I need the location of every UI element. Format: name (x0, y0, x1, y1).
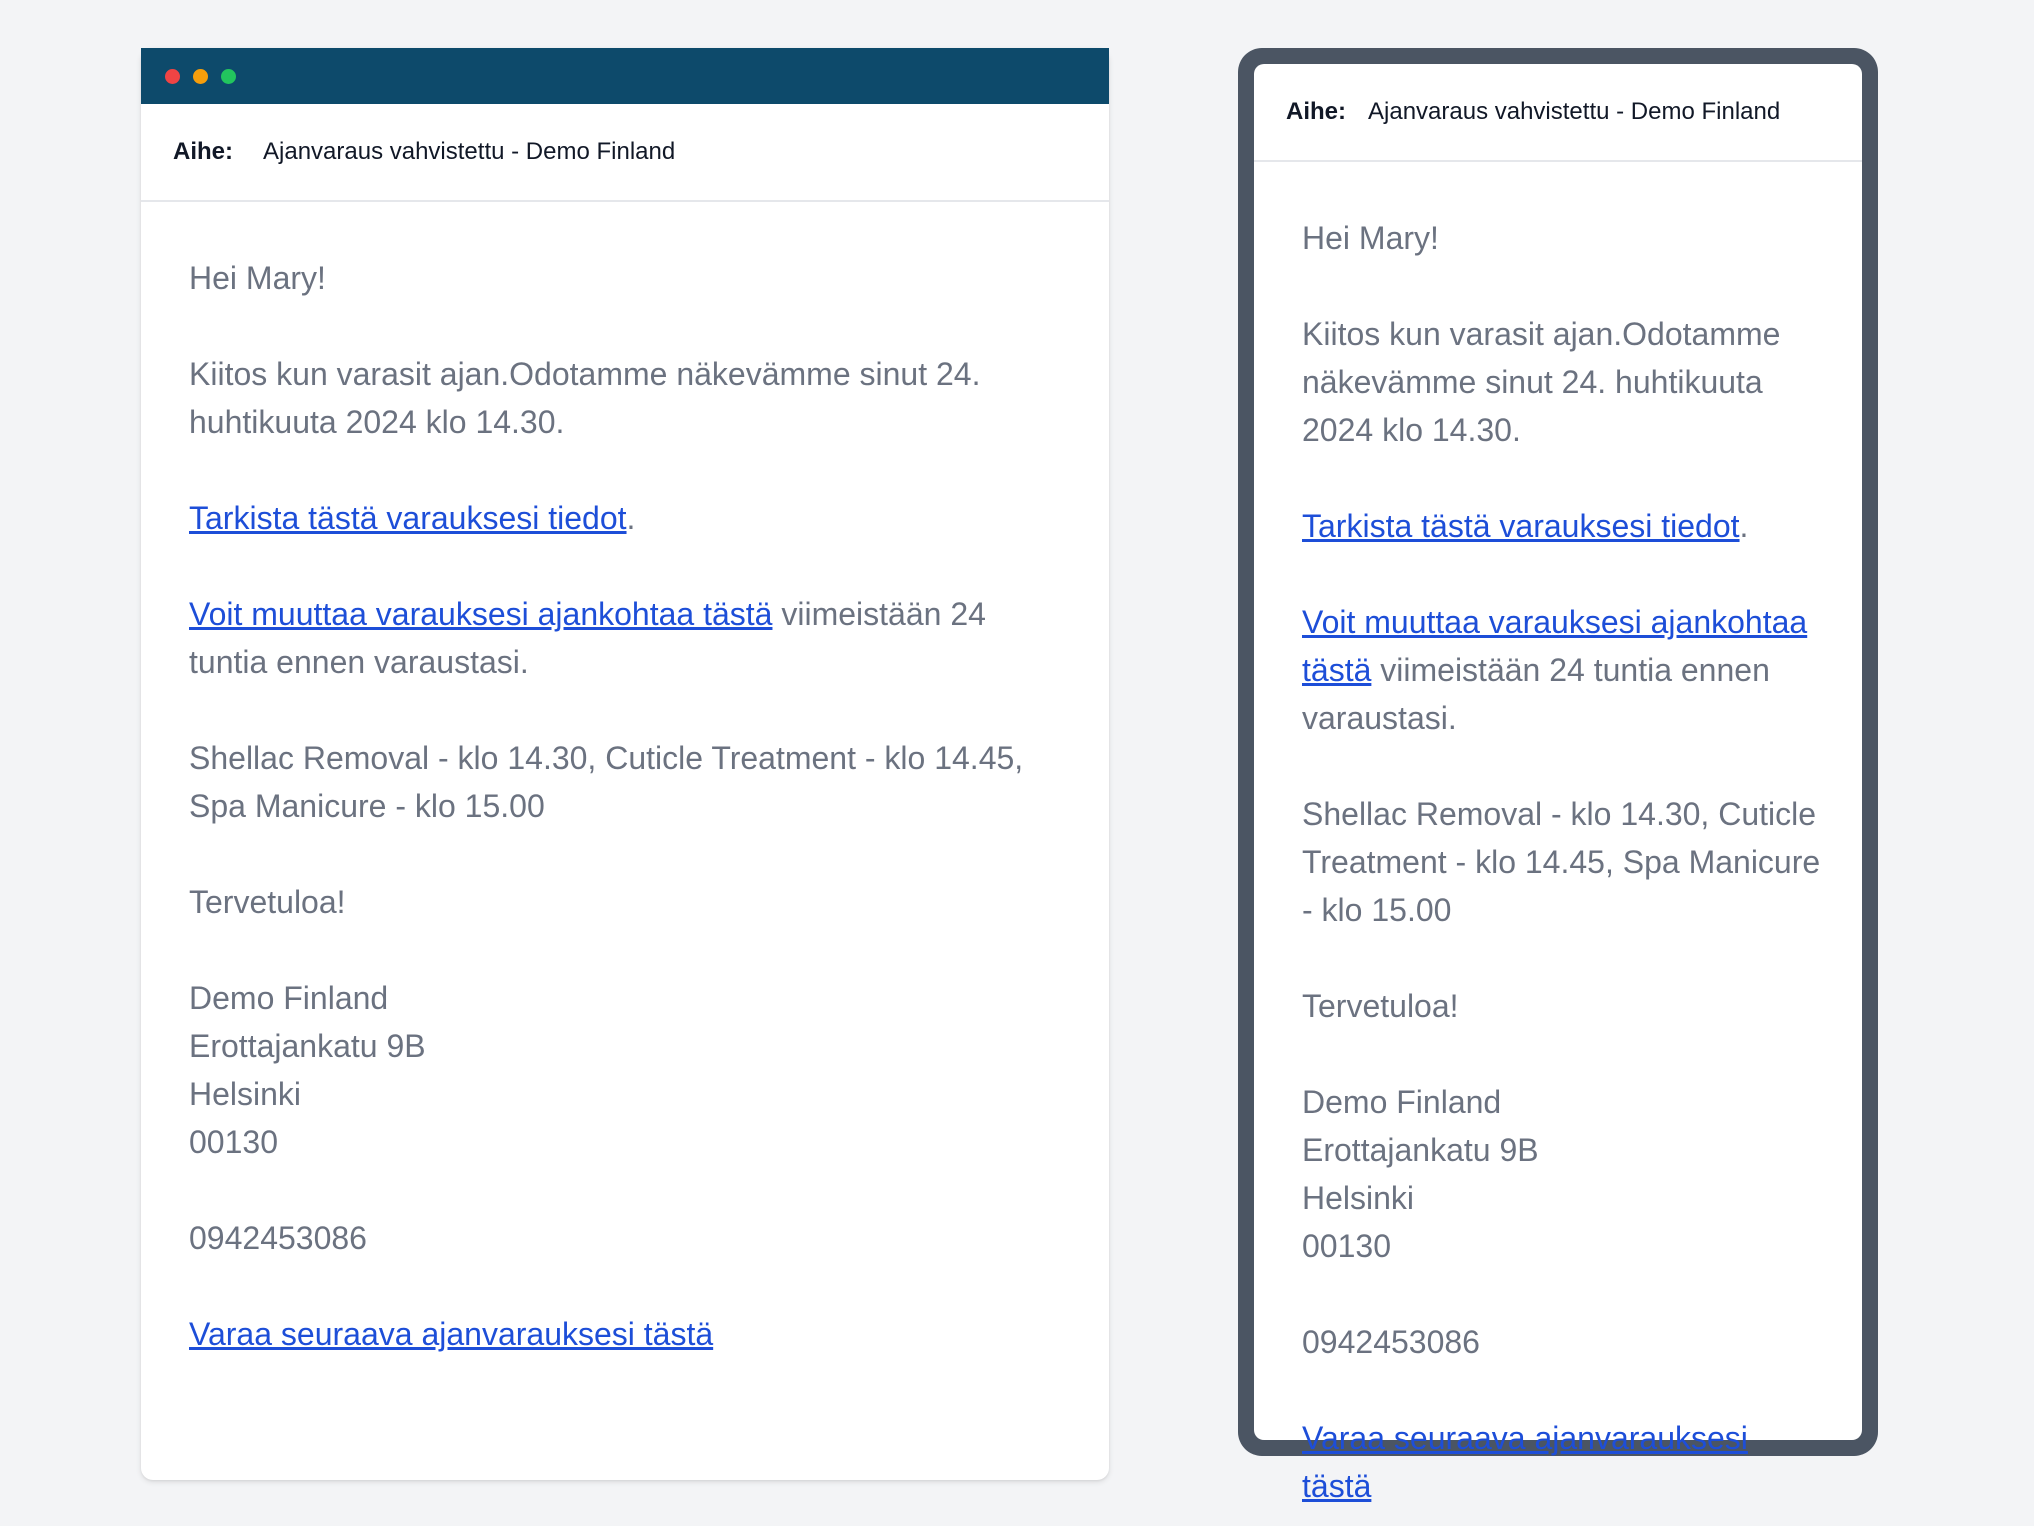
thanks-text: Kiitos kun varasit ajan.Odotamme näkevämme sinut 24. huhtikuuta 2024 klo 14.30. (189, 356, 981, 440)
mobile-check-details-paragraph (1302, 502, 1822, 550)
services-list: Shellac Removal - klo 14.30, Cuticle Treatment - klo 14.45, Spa Manicure - klo 15.00 (189, 740, 1024, 824)
check-details-suffix: . (626, 500, 636, 536)
mobile-book-next-paragraph (1302, 1414, 1822, 1510)
subject-text: Ajanvaraus vahvistettu - Demo Finland (263, 138, 676, 165)
phone-number: 0942453086 (189, 1220, 367, 1256)
mobile-change-booking-link[interactable]: Voit muuttaa varauksesi ajankohtaa tästä (1302, 604, 1808, 688)
welcome-text: Tervetuloa! (189, 884, 346, 920)
mobile-street-address: Erottajankatu 9B (1302, 1132, 1539, 1168)
change-booking-suffix: viimeistään 24 tuntia ennen varaustasi. (189, 596, 986, 680)
window-titlebar (141, 48, 1109, 104)
mobile-email-preview[interactable] (1254, 64, 1862, 1504)
mobile-email-body (1254, 162, 1862, 1510)
mobile-address-block (1302, 1078, 1822, 1270)
mobile-services-list: Shellac Removal - klo 14.30, Cuticle Treatment - klo 14.45, Spa Manicure - klo 15.00 (1302, 796, 1821, 928)
street-address: Erottajankatu 9B (189, 1028, 426, 1064)
mobile-thanks-text: Kiitos kun varasit ajan.Odotamme näkevämme sinut 24. huhtikuuta 2024 klo 14.30. (1302, 316, 1781, 448)
mobile-change-booking-paragraph (1302, 598, 1822, 742)
subject-bar (141, 104, 1109, 202)
desktop-email-preview (141, 48, 1109, 1480)
mobile-city: Helsinki (1302, 1180, 1415, 1216)
change-booking-link[interactable]: Voit muuttaa varauksesi ajankohtaa tästä (189, 596, 773, 632)
mobile-postal-code: 00130 (1302, 1228, 1391, 1264)
mobile-check-details-link[interactable]: Tarkista tästä varauksesi tiedot (1302, 508, 1740, 544)
mobile-welcome-text: Tervetuloa! (1302, 988, 1459, 1024)
mobile-change-booking-suffix: viimeistään 24 tuntia ennen varaustasi. (1302, 652, 1770, 736)
business-name: Demo Finland (189, 980, 389, 1016)
book-next-paragraph (189, 1310, 1061, 1358)
check-details-paragraph (189, 494, 1061, 542)
book-next-link[interactable]: Varaa seuraava ajanvarauksesi tästä (189, 1316, 714, 1352)
change-booking-paragraph (189, 590, 1061, 686)
mobile-greeting: Hei Mary! (1302, 220, 1439, 256)
mobile-subject-label: Aihe: (1286, 98, 1346, 125)
email-body (141, 202, 1109, 1358)
city: Helsinki (189, 1076, 302, 1112)
address-block (189, 974, 1061, 1166)
mobile-business-name: Demo Finland (1302, 1084, 1502, 1120)
window-maximize-dot[interactable] (221, 69, 236, 84)
mobile-check-details-suffix: . (1739, 508, 1749, 544)
check-details-link[interactable]: Tarkista tästä varauksesi tiedot (189, 500, 627, 536)
mobile-subject-text: Ajanvaraus vahvistettu - Demo Finland (1368, 98, 1781, 125)
mobile-subject-bar (1254, 64, 1862, 162)
mobile-phone-number: 0942453086 (1302, 1324, 1480, 1360)
subject-label: Aihe: (173, 138, 233, 165)
postal-code: 00130 (189, 1124, 278, 1160)
mobile-book-next-link[interactable]: Varaa seuraava ajanvarauksesi tästä (1302, 1420, 1748, 1504)
mobile-device-frame (1238, 48, 1878, 1504)
window-minimize-dot[interactable] (193, 69, 208, 84)
greeting: Hei Mary! (189, 260, 326, 296)
window-close-dot[interactable] (165, 69, 180, 84)
